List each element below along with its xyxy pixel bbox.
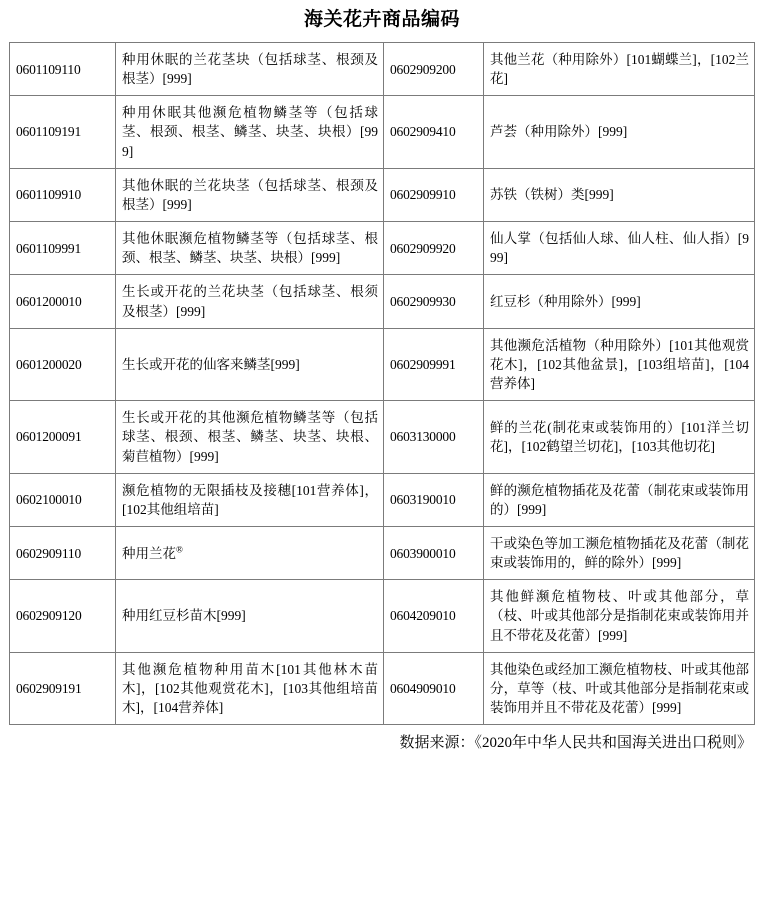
description-left: 濒危植物的无限插枝及接穗[101营养体]，[102其他组培苗] (116, 473, 384, 526)
description-left: 种用休眠其他濒危植物鳞茎等（包括球茎、根颈、根茎、鳞茎、块茎、块根）[999] (116, 96, 384, 168)
hs-code-right: 0602909920 (384, 222, 484, 275)
table-row (10, 652, 755, 724)
table-body (10, 43, 755, 725)
hs-code-left: 0601200010 (10, 275, 116, 328)
table-row (10, 168, 755, 221)
hs-code-right: 0604909010 (384, 652, 484, 724)
description-left: 种用休眠的兰花茎块（包括球茎、根颈及根茎）[999] (116, 43, 384, 96)
hs-code-right: 0602909200 (384, 43, 484, 96)
hs-code-left: 0601200020 (10, 328, 116, 400)
footnote-mark: ® (176, 544, 183, 555)
hs-code-right: 0602909910 (384, 168, 484, 221)
hs-code-right: 0604209010 (384, 580, 484, 652)
hs-code-left: 0602909110 (10, 526, 116, 579)
description-right: 干或染色等加工濒危植物插花及花蕾（制花束或装饰用的，鲜的除外）[999] (484, 526, 755, 579)
description-left: 种用兰花® (116, 526, 384, 579)
description-left: 其他濒危植物种用苗木[101其他林木苗木]，[102其他观赏花木]，[103其他组培苗木]，[104营养体] (116, 652, 384, 724)
hs-code-left: 0602100010 (10, 473, 116, 526)
table-row (10, 580, 755, 652)
hs-code-left: 0601200091 (10, 401, 116, 473)
table-row (10, 275, 755, 328)
description-left: 生长或开花的兰花块茎（包括球茎、根须及根茎）[999] (116, 275, 384, 328)
hs-code-left: 0601109910 (10, 168, 116, 221)
description-right: 鲜的兰花(制花束或装饰用的）[101洋兰切花]，[102鹤望兰切花]，[103其他切花] (484, 401, 755, 473)
hs-code-right: 0602909930 (384, 275, 484, 328)
hs-code-right: 0602909410 (384, 96, 484, 168)
page-title: 海关花卉商品编码 (303, 9, 460, 30)
hs-code-left: 0601109991 (10, 222, 116, 275)
table-row (10, 328, 755, 400)
hs-code-left: 0602909191 (10, 652, 116, 724)
hs-code-right: 0603130000 (384, 401, 484, 473)
hs-code-left: 0602909120 (10, 580, 116, 652)
hs-code-right: 0603900010 (384, 526, 484, 579)
description-right: 红豆杉（种用除外）[999] (484, 275, 755, 328)
data-source-note: 数据来源：《2020年中华人民共和国海关进出口税则》 (399, 735, 752, 752)
hs-code-left: 0601109110 (10, 43, 116, 96)
description-right: 其他兰花（种用除外）[101蝴蝶兰]，[102兰花] (484, 43, 755, 96)
description-right: 其他濒危活植物（种用除外）[101其他观赏花木]，[102其他盆景]，[103组培苗]，[104营养体] (484, 328, 755, 400)
description-right: 芦荟（种用除外）[999] (484, 96, 755, 168)
description-right: 仙人掌（包括仙人球、仙人柱、仙人指）[999] (484, 222, 755, 275)
description-right: 鲜的濒危植物插花及花蕾（制花束或装饰用的）[999] (484, 473, 755, 526)
table-container (0, 42, 764, 725)
description-left: 其他休眠的兰花块茎（包括球茎、根颈及根茎）[999] (116, 168, 384, 221)
table-row (10, 222, 755, 275)
table-row (10, 526, 755, 579)
hs-code-left: 0601109191 (10, 96, 116, 168)
description-right: 其他鲜濒危植物枝、叶或其他部分，草（枝、叶或其他部分是指制花束或装饰用并且不带花及花蕾）[999] (484, 580, 755, 652)
description-left: 生长或开花的仙客来鳞茎[999] (116, 328, 384, 400)
description-right: 苏铁（铁树）类[999] (484, 168, 755, 221)
hs-code-right: 0602909991 (384, 328, 484, 400)
description-left: 生长或开花的其他濒危植物鳞茎等（包括球茎、根颈、根茎、鳞茎、块茎、块根、菊苣植物）[999] (116, 401, 384, 473)
description-left: 其他休眠濒危植物鳞茎等（包括球茎、根颈、根茎、鳞茎、块茎、块根）[999] (116, 222, 384, 275)
customs-code-table (9, 42, 755, 725)
table-row (10, 401, 755, 473)
table-row (10, 43, 755, 96)
description-left: 种用红豆杉苗木[999] (116, 580, 384, 652)
table-row (10, 96, 755, 168)
hs-code-right: 0603190010 (384, 473, 484, 526)
table-row (10, 473, 755, 526)
description-right: 其他染色或经加工濒危植物枝、叶或其他部分，草等（枝、叶或其他部分是指制花束或装饰用并且不带花及花蕾）[999] (484, 652, 755, 724)
